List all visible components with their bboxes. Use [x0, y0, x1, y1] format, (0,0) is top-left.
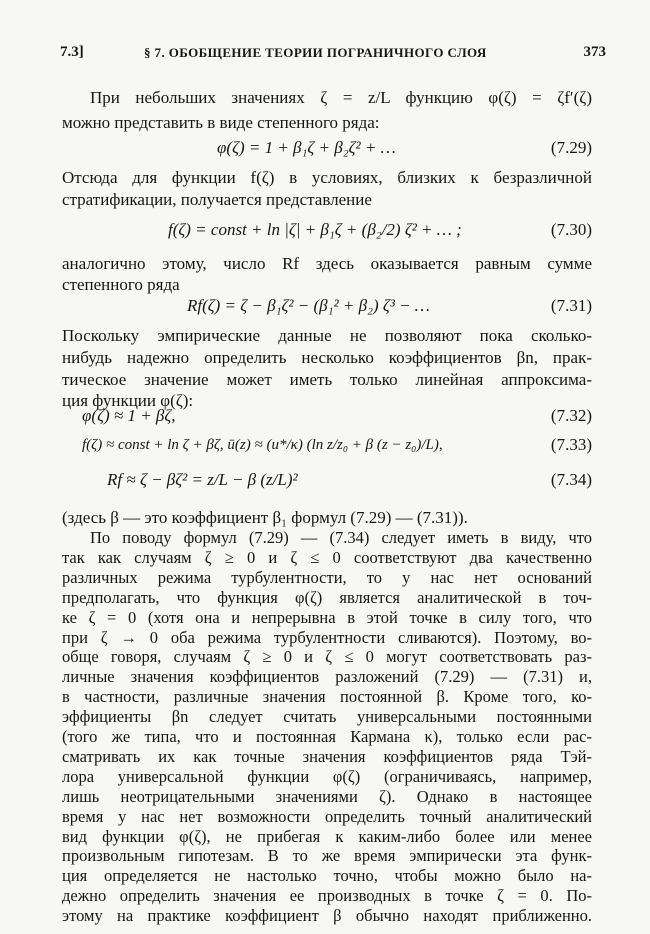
text-line: обще говоря, случаям ζ ≥ 0 и ζ ≤ 0 могут соответствовать раз-	[62, 647, 592, 667]
text-line: личные значения коэффициентов разложений (7.29) — (7.31) и,	[62, 667, 592, 687]
equation-number: (7.32)	[550, 406, 592, 425]
text-line: сматривать их как точные значения коэффициентов ряда Тэй-	[62, 746, 592, 766]
text-line: можно представить в виде степенного ряда:	[62, 113, 380, 132]
equation-formula: f(ζ) ≈ const + ln ζ + βζ, ū(z) ≈ (u*/κ) (ln z/z₀ + β (z − z₀)/L),	[82, 437, 443, 453]
equation-number: (7.34)	[550, 470, 592, 489]
text-line: ция определяется не настолько точно, чтобы можно было на-	[62, 866, 592, 886]
text-line: лишь неотрицательными значениями ζ). Однако в настоящее	[62, 786, 592, 806]
text-line: (того же типа, что и постоянная Кармана κ), только если рас-	[62, 727, 592, 746]
equation-number: (7.31)	[550, 296, 592, 315]
text-line: лора универсальной функции φ(ζ) (ограничиваясь, например,	[62, 766, 592, 786]
text-line: при ζ → 0 оба режима турбулентности сливаются). Поэтому, во-	[62, 627, 592, 647]
text-line: Отсюда для функции f(ζ) в условиях, близких к безразличной	[62, 168, 592, 187]
text-line: При небольших значениях ζ = z/L функцию φ(ζ) = ζf′(ζ)	[90, 88, 592, 107]
section-number: 7.3]	[60, 44, 84, 60]
equation-formula: Rf(ζ) = ζ − β₁ζ² − (β₁² + β₂) ζ³ − …	[187, 296, 430, 315]
running-header	[60, 44, 606, 68]
equation-number: (7.33)	[550, 435, 592, 454]
running-title: § 7. ОБОБЩЕНИЕ ТЕОРИИ ПОГРАНИЧНОГО СЛОЯ	[144, 45, 487, 60]
text-line: По поводу формул (7.29) — (7.34) следует иметь в виду, что	[90, 528, 592, 547]
equation-formula: f(ζ) = const + ln |ζ| + β₁ζ + (β₂/2) ζ² + … ;	[168, 220, 462, 239]
text-line: в частности, различные значения постоянной β. Кроме того, ко-	[62, 687, 592, 707]
text-line: (здесь β — это коэффициент β₁ формул (7.29) — (7.31)).	[62, 508, 468, 527]
text-line: ция функции φ(ζ):	[62, 391, 194, 410]
equation-formula: φ(ζ) ≈ 1 + βζ,	[82, 406, 176, 425]
equation-number: (7.29)	[550, 138, 592, 157]
text-line: степенного ряда	[62, 275, 180, 294]
text-line: тическое значение может иметь только линейная аппроксима-	[62, 370, 592, 389]
text-line: вид функции φ(ζ), не прибегая к каким-либо более или менее	[62, 826, 592, 846]
equation-number: (7.30)	[550, 220, 592, 239]
text-line: предполагать, что функция φ(ζ) является аналитической в точ-	[62, 587, 592, 607]
text-line: дежно определить значения ее производных в точке ζ = 0. По-	[62, 886, 592, 906]
text-line: нибудь надежно определить несколько коэффициентов βn, прак-	[62, 348, 592, 367]
text-line: так как случаям ζ ≥ 0 и ζ ≤ 0 соответствуют два качественно	[62, 547, 592, 567]
text-line: различных режима турбулентности, то у нас нет оснований	[62, 567, 592, 587]
text-line: эффициенты βn следует считать универсальными постоянными	[62, 707, 592, 727]
text-line: ке ζ = 0 (хотя она и непрерывна в этой точке в силу того, что	[62, 607, 592, 627]
text-line: этому на практике коэффициент β обычно находят приближенно.	[62, 906, 592, 926]
page-number: 373	[583, 44, 606, 60]
text-line: произвольным гипотезам. В то же время эмпирически эта функ-	[62, 846, 592, 866]
text-line: Поскольку эмпирические данные не позволяют пока сколько-	[62, 326, 592, 345]
text-line: стратификации, получается представление	[62, 190, 372, 209]
text-line: аналогично этому, число Rf здесь оказывается равным сумме	[62, 254, 592, 273]
equation-formula: Rf ≈ ζ − βζ² = z/L − β (z/L)²	[107, 470, 298, 489]
text-line: время у нас нет возможности определить точный аналитический	[62, 806, 592, 826]
equation-formula: φ(ζ) = 1 + β₁ζ + β₂ζ² + …	[217, 138, 396, 157]
